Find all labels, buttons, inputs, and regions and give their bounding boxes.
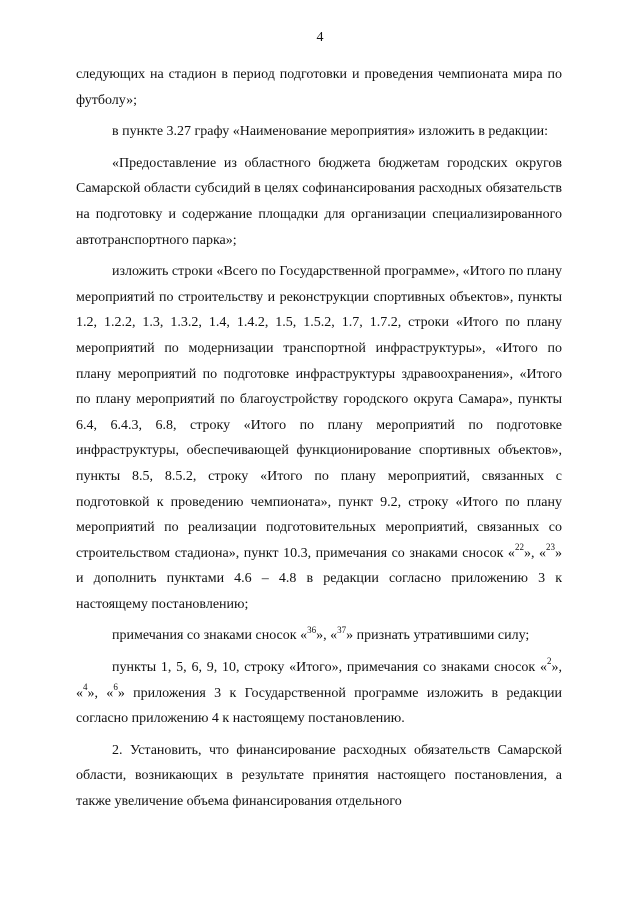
text-run: » приложения 3 к Государственной программе изложить в редакции согласно приложению 4 к настоящему постановлению. <box>76 685 563 727</box>
paragraph-p0 <box>76 62 562 113</box>
paragraph-p6 <box>76 738 562 815</box>
paragraph-p5 <box>76 655 562 732</box>
text-run: » и дополнить пунктами 4.6 – 4.8 в редакции согласно приложению 3 к настоящему постановлению; <box>76 545 562 612</box>
text-run: «Предоставление из областного бюджета бюджетам городских округов Самарской области субсидий в целях софинансирования расходных обязательств на подготовку и содержание площадки для организации специализированного автотранспортного парка»; <box>76 155 562 248</box>
paragraph-p3 <box>76 259 562 617</box>
page-number: 4 <box>316 30 324 45</box>
text-run: изложить строки «Всего по Государственной программе», «Итого по плану мероприятий по строительству и реконструкции спортивных объектов», пункты 1.2, 1.2.2, 1.3, 1.3.2, 1.4, 1.4.2, 1.5, 1.5.2, 1.7, 1.7.2, строки «Итого по плану мероприятий по модернизации транспортной инфраструктуры», «Итого по плану мероприятий по подготовке инфраструктуры здравоохранения», «Итого по плану мероприятий по благоустройству городского округа Самара», пункты 6.4, 6.4.3, 6.8, строку «Итого по плану мероприятий по подготовке инфраструктуры, обеспечивающей функционирование спортивных объектов», пункты 8.5, 8.5.2, строку «Итого по плану мероприятий, связанных с подготовкой к проведению чемпионата», пункт 9.2, строку «Итого по плану мероприятий по реализации подготовительных мероприятий, связанных со строительством стадиона», пункт 10.3, примечания со знаками сносок « <box>76 264 562 561</box>
footnote-mark: 4 <box>83 682 88 692</box>
text-run: », « <box>523 545 546 561</box>
footnote-mark: 37 <box>337 624 347 635</box>
text-run: » признать утратившими силу; <box>346 628 530 644</box>
footnote-mark: 6 <box>113 682 118 692</box>
document-body <box>76 62 562 821</box>
footnote-mark: 36 <box>307 624 317 635</box>
text-run: », « <box>316 628 338 644</box>
footnote-mark: 23 <box>546 542 555 553</box>
text-run: следующих на стадион в период подготовки и проведения чемпионата мира по футболу»; <box>76 67 562 108</box>
paragraph-p1 <box>76 119 562 145</box>
footnote-mark: 22 <box>514 542 524 553</box>
text-run: », « <box>76 660 562 701</box>
text-run: », « <box>87 685 114 701</box>
text-run: примечания со знаками сносок « <box>112 628 308 644</box>
footnote-mark: 2 <box>547 656 552 667</box>
text-run: пункты 1, 5, 6, 9, 10, строку «Итого», примечания со знаками сносок « <box>112 660 547 676</box>
paragraph-p4 <box>76 623 562 649</box>
paragraph-p2 <box>76 151 562 253</box>
text-run: в пункте 3.27 графу «Наименование мероприятия» изложить в редакции: <box>112 124 548 140</box>
text-run: 2. Установить, что финансирование расходных обязательств Самарской области, возникающих в результате принятия настоящего постановления, а также увеличение объема финансирования отдельного <box>76 742 562 810</box>
